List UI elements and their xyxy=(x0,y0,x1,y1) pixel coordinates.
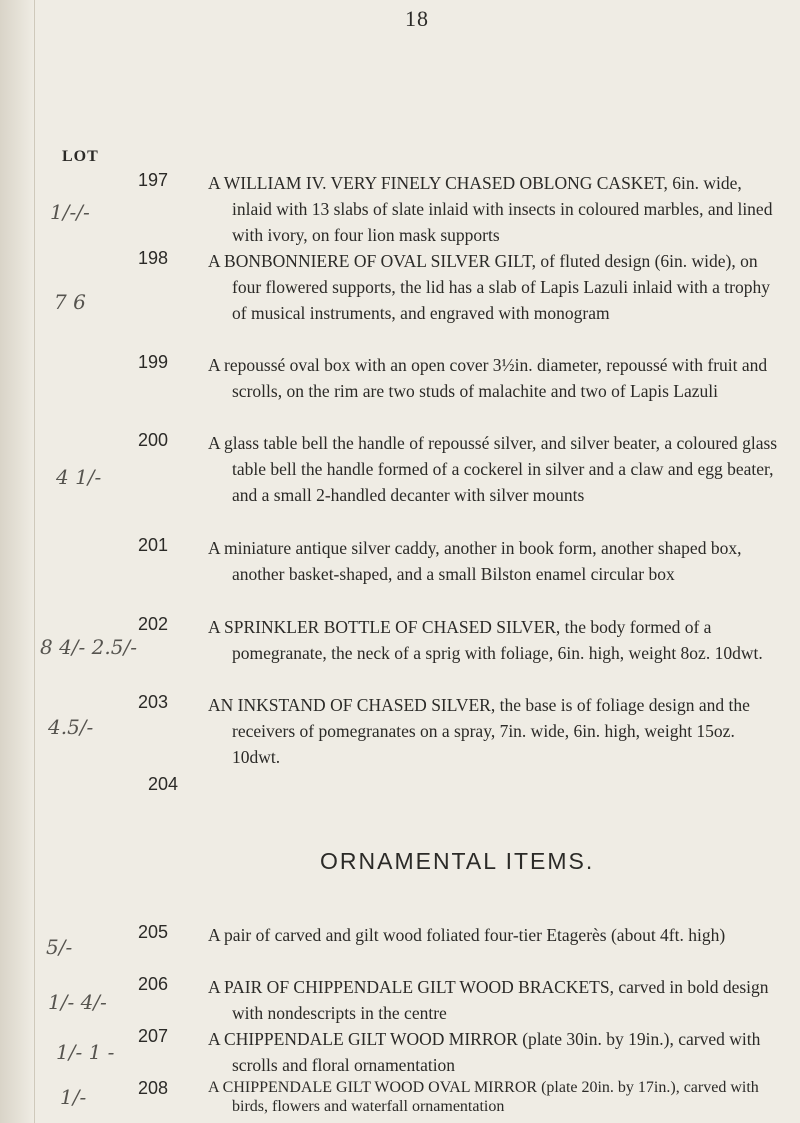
lot-description: A BONBONNIERE OF OVAL SILVER GILT, of fluted design (6in. wide), on four flowered supports, the lid has a slab of Lapis Lazuli inlaid with a trophy of musical instruments, and engraved with monogram xyxy=(208,251,770,323)
lot-number: 198 xyxy=(138,248,169,268)
lot-description: A CHIPPENDALE GILT WOOD MIRROR (plate 30in. by 19in.), carved with scrolls and floral ornamentation xyxy=(208,1029,761,1075)
lot-number: 201 xyxy=(138,535,169,555)
lot-description: A SPRINKLER BOTTLE OF CHASED SILVER, the body formed of a pomegranate, the neck of a sprig with foliage, 6in. high, weight 8oz. 10dwt. xyxy=(208,617,763,663)
lot-number: 206 xyxy=(138,974,169,994)
lot-number-204: 204 xyxy=(148,774,179,794)
handwritten-annotation: 1/- 1 - xyxy=(56,1040,115,1064)
lot-number: 200 xyxy=(138,430,169,450)
lot-number: 202 xyxy=(138,614,169,634)
handwritten-annotation: 8 4/- 2.5/- xyxy=(40,635,137,659)
lot-number: 197 xyxy=(138,170,169,190)
lot-description: AN INKSTAND OF CHASED SILVER, the base is of foliage design and the receivers of pomegranates on a spray, 7in. wide, 6in. high, weight 15oz. 10dwt. xyxy=(208,695,750,767)
lot-description: A PAIR OF CHIPPENDALE GILT WOOD BRACKETS, carved in bold design with nondescripts in the centre xyxy=(208,977,769,1023)
handwritten-annotation: 5/- xyxy=(46,935,73,959)
section-title: ORNAMENTAL ITEMS. xyxy=(320,848,595,874)
handwritten-annotation: 4.5/- xyxy=(48,715,94,739)
lot-number: 203 xyxy=(138,692,169,712)
handwritten-annotation: 1/- 4/- xyxy=(48,990,107,1014)
lot-number: 205 xyxy=(138,922,169,942)
handwritten-annotation: 7 6 xyxy=(54,290,86,314)
page-binding-edge xyxy=(0,0,35,1123)
handwritten-annotation: 4 1/- xyxy=(56,465,102,489)
handwritten-annotation: 1/-/- xyxy=(50,200,90,224)
handwritten-annotation: 1/- xyxy=(60,1085,87,1109)
lot-description: A pair of carved and gilt wood foliated four-tier Etagerès (about 4ft. high) xyxy=(208,925,726,945)
lot-number: 199 xyxy=(138,352,169,372)
lot-description: A glass table bell the handle of repoussé silver, and silver beater, a coloured glass table bell the handle formed of a cockerel in silver and a claw and egg beater, and a small 2-handled decanter with silver mounts xyxy=(208,433,778,505)
lot-description: A miniature antique silver caddy, another in book form, another shaped box, another basket-shaped, and a small Bilston enamel circular box xyxy=(208,538,742,584)
page-number: 18 xyxy=(405,6,429,31)
lot-description: A WILLIAM IV. VERY FINELY CHASED OBLONG CASKET, 6in. wide, inlaid with 13 slabs of slate inlaid with insects in coloured marbles, and lined with ivory, on four lion mask supports xyxy=(208,173,773,245)
lot-column-header: LOT xyxy=(62,148,99,165)
lot-description: A CHIPPENDALE GILT WOOD OVAL MIRROR (plate 20in. by 17in.), carved with birds, flowers and waterfall ornamentation xyxy=(208,1079,759,1115)
lot-number: 208 xyxy=(138,1078,169,1098)
lot-description: A repoussé oval box with an open cover 3½in. diameter, repoussé with fruit and scrolls, on the rim are two studs of malachite and two of Lapis Lazuli xyxy=(208,355,768,401)
lot-number: 207 xyxy=(138,1026,169,1046)
